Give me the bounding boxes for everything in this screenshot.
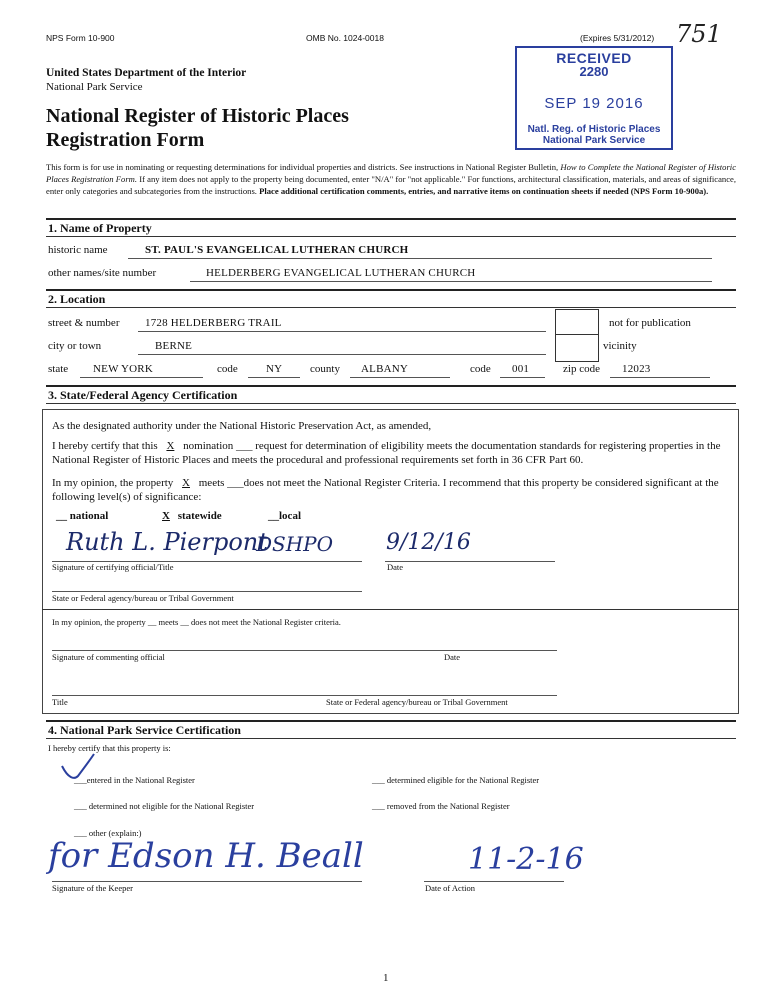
- option-entered[interactable]: ___entered in the National Register: [74, 775, 195, 785]
- field-underline: [138, 331, 546, 332]
- page-number: 1: [383, 972, 389, 984]
- section-4-heading: 4. National Park Service Certification: [48, 723, 241, 737]
- field-underline: [128, 258, 712, 259]
- corner-handwritten-number: 751: [676, 20, 722, 48]
- action-date: 11-2-16: [468, 842, 584, 877]
- field-underline: [350, 377, 450, 378]
- city-label: city or town: [48, 340, 102, 352]
- field-underline: [138, 354, 546, 355]
- keeper-signature-underline: [52, 881, 362, 882]
- certifying-signature: Ruth L. Pierpont: [66, 528, 268, 556]
- option-removed[interactable]: ___ removed from the National Register: [372, 801, 510, 811]
- meets-mark: X: [182, 477, 190, 489]
- field-underline: [80, 377, 203, 378]
- form-title: [46, 104, 349, 152]
- action-date-label: Date of Action: [425, 883, 476, 893]
- divider: [46, 289, 736, 291]
- divider: [46, 307, 736, 308]
- stamp-line-1: Natl. Reg. of Historic Places: [527, 124, 661, 135]
- option-not-eligible-label: determined not eligible for the National Register: [88, 801, 255, 811]
- option-determined-eligible[interactable]: ___ determined eligible for the National Register: [372, 775, 540, 785]
- street-label: street & number: [48, 317, 120, 329]
- omb-number: OMB No. 1024-0018: [306, 33, 384, 43]
- section-3-heading: 3. State/Federal Agency Certification: [48, 388, 238, 402]
- level-statewide[interactable]: [157, 510, 222, 522]
- authority-text: As the designated authority under the National Historic Preservation Act, as amended,: [52, 420, 432, 432]
- option-other[interactable]: ___ other (explain:): [74, 828, 142, 838]
- nps-certify-text: I hereby certify that this property is:: [48, 743, 171, 753]
- title-underline: [52, 695, 557, 696]
- keeper-label: Signature of the Keeper: [52, 883, 133, 893]
- state-code-value[interactable]: NY: [266, 363, 283, 375]
- comment-signature-label: Signature of commenting official: [52, 652, 165, 662]
- title-label: Title: [52, 697, 68, 707]
- field-underline: [190, 281, 712, 282]
- county-code-value[interactable]: 001: [512, 363, 530, 375]
- level-national[interactable]: __ national: [56, 510, 109, 522]
- intro-bulletin-title: How to Complete the National Register of Historic Places Registration Form.: [46, 162, 737, 184]
- opinion-text-a: In my opinion, the property: [52, 477, 177, 489]
- received-stamp: [515, 46, 673, 150]
- state-label: state: [48, 363, 69, 375]
- certify-paragraph: [52, 439, 732, 467]
- historic-name-label: historic name: [48, 244, 108, 256]
- divider: [46, 218, 736, 220]
- service-name: National Park Service: [46, 81, 143, 93]
- divider: [46, 738, 736, 739]
- stamp-received: RECEIVED: [556, 50, 632, 66]
- comment-signature-underline: [52, 650, 557, 651]
- option-determined-eligible-label: determined eligible for the National Register: [386, 775, 540, 785]
- date-underline: [385, 561, 555, 562]
- vicinity-checkbox[interactable]: [555, 334, 599, 362]
- comment-date-label: Date: [444, 652, 461, 662]
- county-code-label: code: [470, 363, 491, 375]
- certifying-date: 9/12/16: [386, 530, 471, 555]
- not-for-publication-checkbox[interactable]: [555, 309, 599, 337]
- statewide-label: statewide: [177, 510, 222, 522]
- certify-text-a: I hereby certify that this: [52, 440, 161, 452]
- opinion-paragraph: [52, 476, 732, 504]
- zip-value[interactable]: 12023: [622, 363, 651, 375]
- level-local[interactable]: __local: [268, 510, 301, 522]
- historic-name-value[interactable]: ST. PAUL'S EVANGELICAL LUTHERAN CHURCH: [145, 244, 409, 256]
- option-entered-label: entered in the National Register: [86, 775, 195, 785]
- statewide-mark: X: [162, 510, 170, 522]
- street-value[interactable]: 1728 HELDERBERG TRAIL: [145, 317, 282, 329]
- date-label: Date: [387, 562, 404, 572]
- county-value[interactable]: ALBANY: [361, 363, 409, 375]
- section-2-heading: 2. Location: [48, 292, 106, 306]
- section-1-heading: 1. Name of Property: [48, 221, 152, 235]
- stamp-line-2: National Park Service: [542, 135, 646, 146]
- form-title-line-1: National Register of Historic Places: [46, 105, 349, 127]
- divider: [46, 236, 736, 237]
- zip-label: zip code: [563, 363, 600, 375]
- keeper-signature: for Edson H. Beall: [48, 836, 364, 876]
- field-underline: [248, 377, 300, 378]
- stamp-date: SEP 19 2016: [544, 95, 644, 112]
- field-underline: [610, 377, 710, 378]
- form-title-line-2: Registration Form: [46, 129, 205, 151]
- instructions-paragraph: [46, 161, 736, 197]
- intro-text-b: If any item does not apply to the property being documented, enter "N/A" for "not applicable." For functions, architectural classification, materials, and areas of significance, enter only categories and subcategories from the instructions.: [46, 174, 736, 196]
- certify-text-b: nomination ___ request for determination of eligibility meets the documentation standards for registering properties in the National Register of Historic Places and meets the procedural and professional requirements set forth in 36 CFR Part 60.: [52, 440, 721, 466]
- opinion-text-b: meets ___does not meet the National Register Criteria. I recommend that this property be considered significant at the following level(s) of significance:: [52, 477, 719, 503]
- signature-label: Signature of certifying official/Title: [52, 562, 174, 572]
- stamp-number: 2280: [579, 64, 609, 79]
- option-not-eligible[interactable]: ___ determined not eligible for the National Register: [74, 801, 255, 811]
- form-number: NPS Form 10-900: [46, 33, 115, 43]
- county-label: county: [310, 363, 340, 375]
- agency-label: State or Federal agency/bureau or Tribal Government: [52, 593, 234, 603]
- agency-label-2: State or Federal agency/bureau or Tribal Government: [326, 697, 508, 707]
- expires-note: (Expires 5/31/2012): [580, 33, 655, 43]
- other-names-value[interactable]: HELDERBERG EVANGELICAL LUTHERAN CHURCH: [206, 267, 476, 279]
- field-underline: [500, 377, 545, 378]
- divider: [46, 720, 736, 722]
- state-code-label: code: [217, 363, 238, 375]
- not-for-publication-label: not for publication: [609, 317, 691, 329]
- vicinity-label: vicinity: [603, 340, 637, 352]
- department-name: United States Department of the Interior: [46, 67, 247, 79]
- agency-underline: [52, 591, 362, 592]
- state-value[interactable]: NEW YORK: [93, 363, 153, 375]
- other-names-label: other names/site number: [48, 267, 157, 279]
- divider: [42, 609, 739, 610]
- option-other-label: other (explain:): [88, 828, 142, 838]
- comment-opinion: In my opinion, the property __ meets __ does not meet the National Register criteria.: [52, 617, 341, 627]
- divider: [46, 385, 736, 387]
- city-value[interactable]: BERNE: [155, 340, 193, 352]
- intro-bold-note: Place additional certification comments, entries, and narrative items on continuation sheets if needed (NPS Form 10-900a).: [259, 186, 709, 196]
- option-removed-label: removed from the National Register: [386, 801, 510, 811]
- intro-text-a: This form is for use in nominating or requesting determinations for individual properties and districts. See instructions in National Register Bulletin,: [46, 162, 561, 172]
- action-date-underline: [424, 881, 564, 882]
- divider: [46, 403, 736, 404]
- certifying-title: DSHPO: [256, 532, 334, 556]
- nomination-mark: X: [166, 440, 175, 452]
